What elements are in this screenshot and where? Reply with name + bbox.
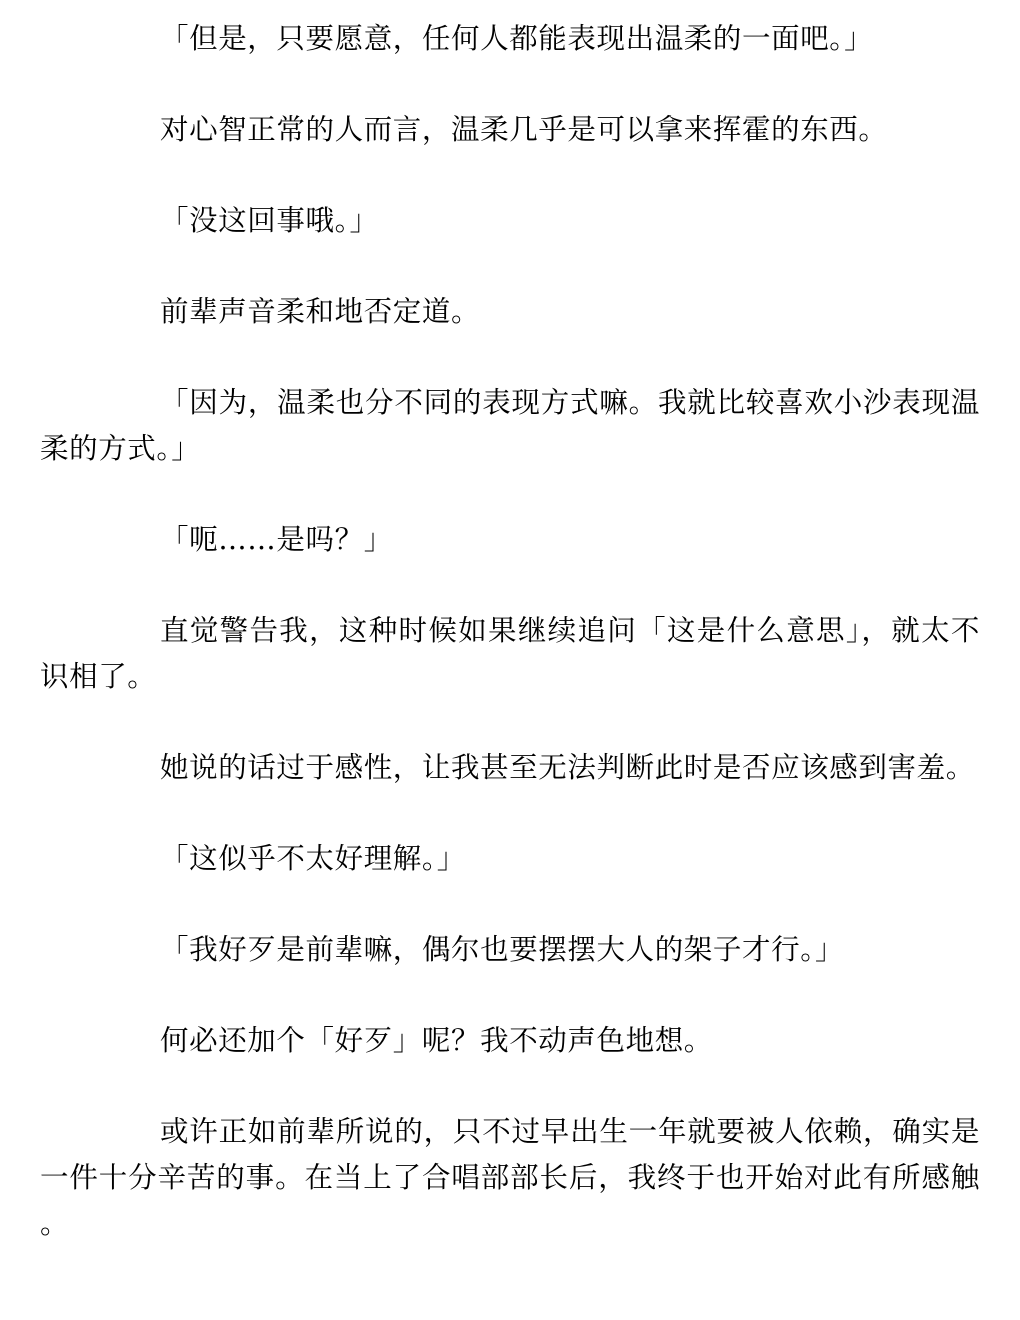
- paragraph-7: 直觉警告我，这种时候如果继续追问「这是什么意思」，就太不识相了。: [40, 614, 980, 693]
- paragraph-10: 「我好歹是前辈嘛，偶尔也要摆摆大人的架子才行。」: [160, 933, 845, 966]
- paragraph-4: 前辈声音柔和地否定道。: [160, 295, 481, 328]
- paragraph-11: 何必还加个「好歹」呢？我不动声色地想。: [160, 1024, 713, 1057]
- paragraph-6: 「呃……是吗？」: [160, 523, 393, 556]
- paragraph-9: 「这似乎不太好理解。」: [160, 842, 466, 875]
- paragraph-2: 对心智正常的人而言，温柔几乎是可以拿来挥霍的东西。: [160, 113, 888, 146]
- document-page: [40, 16, 980, 1292]
- paragraph-12: 或许正如前辈所说的，只不过早出生一年就要被人依赖，确实是一件十分辛苦的事。在当上了合唱部部长后，我终于也开始对此有所感触。: [40, 1115, 980, 1240]
- paragraph-3: 「没这回事哦。」: [160, 204, 379, 237]
- paragraph-1: 「但是，只要愿意，任何人都能表现出温柔的一面吧。」: [160, 22, 874, 55]
- paragraph-8: 她说的话过于感性，让我甚至无法判断此时是否应该感到害羞。: [160, 751, 975, 784]
- paragraph-5: 「因为，温柔也分不同的表现方式嘛。我就比较喜欢小沙表现温柔的方式。」: [40, 386, 980, 465]
